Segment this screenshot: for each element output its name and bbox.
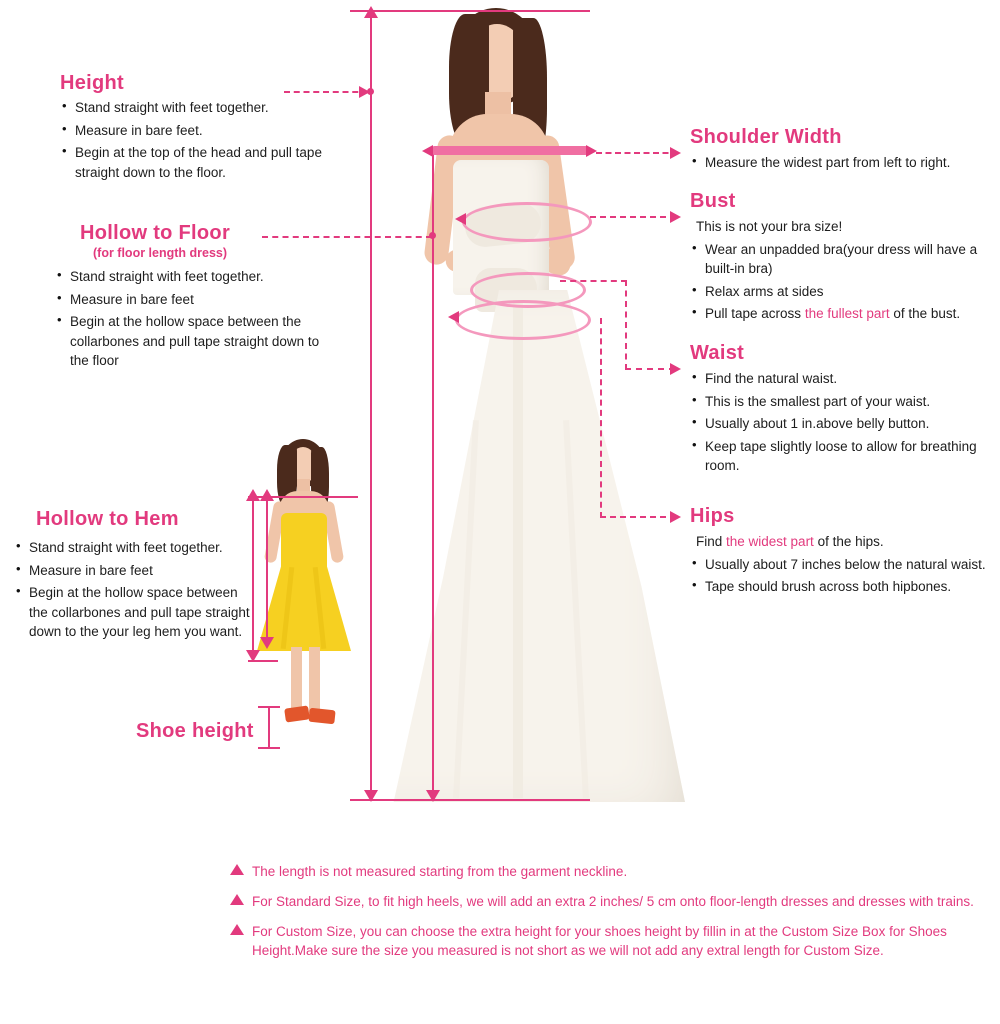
hollow-to-floor-subheading: (for floor length dress)	[93, 246, 228, 260]
hollow-to-hem-inner-arrow-bottom	[260, 637, 274, 649]
hips-emphasis: the widest part	[726, 534, 814, 549]
bust-section	[690, 190, 1000, 327]
list-item: • Find the natural waist.	[690, 369, 1000, 389]
footnotes	[230, 862, 1000, 972]
list-item: • Begin at the hollow space between the collarbones and pull tape straight down to the floor	[55, 312, 335, 371]
shoulder-width-section	[690, 126, 1000, 176]
bust-leader	[590, 216, 676, 218]
hollow-to-hem-heading: Hollow to Hem	[36, 508, 179, 530]
footnote-text: For Standard Size, to fit high heels, we will add an extra 2 inches/ 5 cm onto floor-length dresses and dresses with trains.	[252, 894, 974, 910]
waist-leader-arrow	[670, 363, 681, 375]
right-shoe	[308, 708, 335, 725]
bust-leader-arrow	[670, 211, 681, 223]
list-item: • Measure the widest part from left to right.	[690, 153, 1000, 173]
list-item: • Stand straight with feet together.	[55, 267, 335, 287]
shoulder-leader	[596, 152, 678, 154]
hips-list	[690, 532, 1000, 597]
height-arrow-top	[364, 6, 378, 18]
hollow-to-hem-arrow-top	[246, 489, 260, 501]
list-item: • Measure in bare feet	[14, 561, 259, 581]
list-item-bust-fullest: • Pull tape across the fullest part of the bust.	[690, 304, 1000, 324]
height-section	[60, 72, 360, 185]
hips-section	[690, 505, 1000, 600]
height-list	[60, 98, 360, 182]
skirt-shape	[375, 290, 685, 802]
footnote-item	[230, 862, 1000, 881]
list-item: • Begin at the top of the head and pull tape straight down to the floor.	[60, 143, 360, 182]
list-item: • Measure in bare feet.	[60, 121, 360, 141]
list-item: • Keep tape slightly loose to allow for breathing room.	[690, 437, 1000, 476]
list-item: • Measure in bare feet	[55, 290, 335, 310]
shoe-height-top-tick	[258, 706, 280, 708]
list-item: • This is the smallest part of your waist.	[690, 392, 1000, 412]
height-top-tick	[350, 10, 590, 12]
hips-leader-vertical	[600, 318, 602, 518]
hollow-to-floor-heading: Hollow to Floor	[80, 222, 231, 244]
height-measure-line	[370, 18, 372, 800]
warning-triangle-icon	[230, 924, 244, 935]
shoe-height-line	[268, 706, 270, 748]
shoe-height-bottom-tick	[258, 747, 280, 749]
bust-emphasis: the fullest part	[804, 306, 890, 322]
list-item: • Tape should brush across both hipbones.	[690, 577, 1000, 597]
list-item-hips-widest: Find the widest part of the hips.	[696, 534, 884, 549]
bust-heading: Bust	[690, 190, 736, 212]
list-item: • Usually about 7 inches below the natural waist.	[690, 555, 1000, 575]
footnote-item	[230, 922, 1000, 960]
list-item: • Begin at the hollow space between the collarbones and pull tape straight down to the your leg hem you want.	[14, 583, 259, 642]
waist-list	[690, 369, 1000, 476]
footnote-text: For Custom Size, you can choose the extra height for your shoes height by fillin in at the Custom Size Box for Shoes Height.Make sure the size you measured is not short as we will not add any extral length for Custom Size.	[252, 924, 947, 959]
shoe-height-heading: Shoe height	[136, 720, 254, 742]
bust-list	[690, 217, 1000, 324]
height-heading: Height	[60, 72, 125, 94]
waist-leader-bottom	[625, 368, 675, 370]
list-item: • Wear an unpadded bra(your dress will have a built-in bra)	[690, 240, 1000, 279]
waist-leader-vertical	[625, 280, 627, 370]
tall-model-illustration	[405, 0, 655, 815]
shoulder-width-heading: Shoulder Width	[690, 126, 842, 148]
left-shoe	[284, 705, 310, 722]
right-leg-shape	[309, 647, 320, 713]
hips-arrow-left	[448, 311, 459, 323]
waist-section	[690, 342, 1000, 479]
hips-leader-bottom	[600, 516, 676, 518]
list-item: • Relax arms at sides	[690, 282, 1000, 302]
height-bottom-tick	[350, 799, 590, 801]
hollow-to-floor-section	[45, 222, 335, 374]
list-item: This is not your bra size!	[696, 219, 843, 234]
hips-band	[455, 300, 591, 340]
hips-leader-arrow	[670, 511, 681, 523]
hollow-to-floor-list	[45, 267, 335, 371]
waist-leader-top	[560, 280, 627, 282]
left-leg-shape	[291, 647, 302, 713]
shoulder-leader-arrow	[670, 147, 681, 159]
shoulder-width-band	[430, 146, 590, 155]
warning-triangle-icon	[230, 894, 244, 905]
hollow-to-hem-line-inner	[266, 500, 268, 645]
hollow-to-floor-measure-line	[432, 152, 434, 800]
bust-arrow-left	[455, 213, 466, 225]
hollow-to-hem-bottom-tick	[248, 660, 278, 662]
shoulder-arrow-right	[586, 145, 597, 157]
hollow-to-hem-inner-arrow-top	[260, 489, 274, 501]
waist-heading: Waist	[690, 342, 745, 364]
warning-triangle-icon	[230, 864, 244, 875]
shoulder-arrow-left	[422, 145, 433, 157]
footnote-item	[230, 892, 1000, 911]
skirt-fold-center	[513, 300, 523, 798]
height-leader-arrow	[359, 86, 370, 98]
hollow-to-floor-arrow-bottom	[426, 790, 440, 802]
list-item: • Stand straight with feet together.	[14, 538, 259, 558]
shoe-height-section	[136, 720, 254, 743]
bust-band	[462, 202, 592, 242]
hollow-to-hem-list	[14, 538, 259, 642]
hollow-to-hem-section	[14, 508, 259, 645]
footnote-text: The length is not measured starting from the garment neckline.	[252, 864, 628, 879]
list-item: • Usually about 1 in.above belly button.	[690, 414, 1000, 434]
hips-heading: Hips	[690, 505, 735, 527]
shoulder-width-list	[690, 153, 1000, 173]
list-item: • Stand straight with feet together.	[60, 98, 360, 118]
shoulders-shape	[449, 114, 549, 166]
